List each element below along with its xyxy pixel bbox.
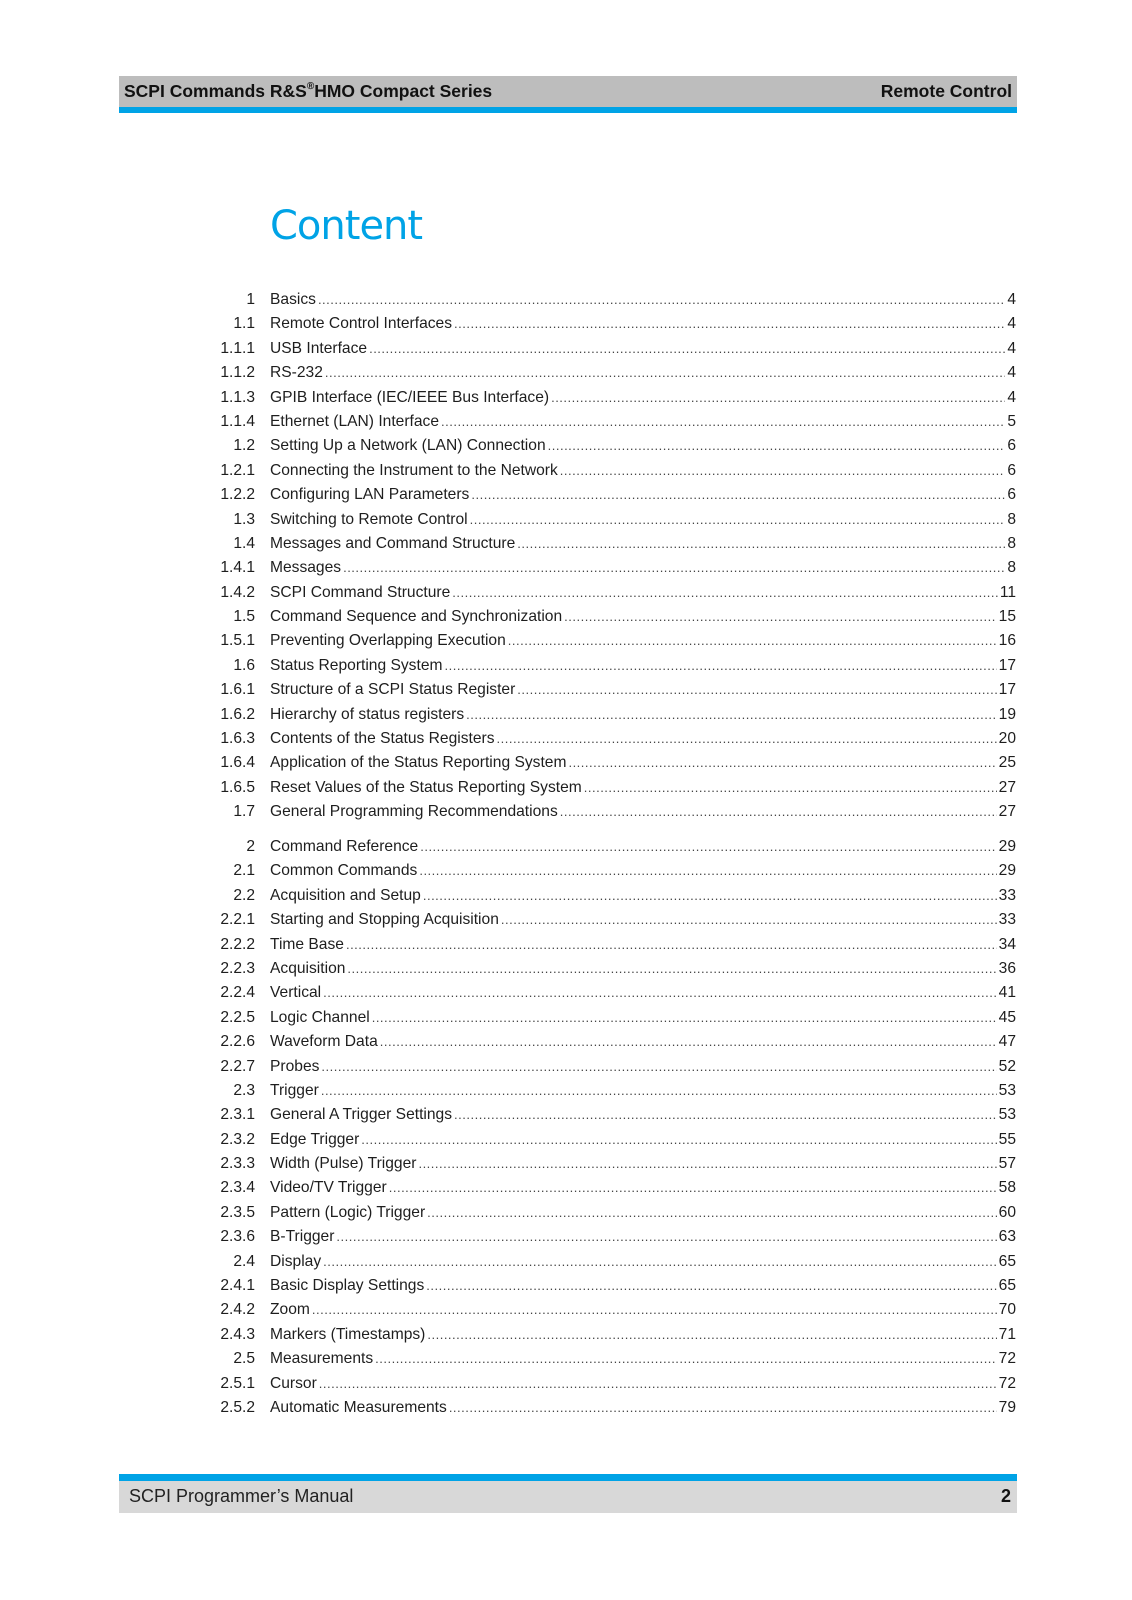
toc-entry[interactable] [190, 1176, 1016, 1200]
toc-entry-label: Connecting the Instrument to the Network [270, 461, 558, 479]
toc-entry-page: 4 [1005, 337, 1016, 361]
toc-entry-leader [270, 288, 1016, 312]
toc-entry-leader [270, 459, 1016, 483]
toc-entry-number: 1.1 [233, 315, 255, 333]
toc-entry-label: Display [270, 1252, 322, 1270]
toc-entry-leader [270, 654, 1016, 678]
toc-entry-page: 65 [997, 1274, 1016, 1298]
toc-entry-number: 2.3.5 [220, 1203, 255, 1221]
toc-entry-number: 1.7 [233, 803, 255, 821]
toc-entry[interactable] [190, 678, 1016, 702]
toc-entry[interactable] [190, 751, 1016, 775]
toc-entry-label: Video/TV Trigger [270, 1179, 387, 1197]
toc-entry-number: 1.2.2 [220, 486, 255, 504]
toc-entry-label: Probes [270, 1057, 320, 1075]
toc-entry[interactable] [190, 1201, 1016, 1225]
toc-entry-page: 6 [1005, 483, 1016, 507]
toc-entry[interactable] [190, 957, 1016, 981]
toc-entry-label: Switching to Remote Control [270, 510, 468, 528]
toc-entry-number: 1.3 [233, 510, 255, 528]
toc-entry-label: Automatic Measurements [270, 1398, 447, 1416]
toc-entry-leader [270, 835, 1016, 859]
toc-entry-page: 65 [997, 1250, 1016, 1274]
toc-entry[interactable] [190, 1152, 1016, 1176]
toc-entry-label: Setting Up a Network (LAN) Connection [270, 437, 546, 455]
toc-entry-page: 33 [997, 908, 1016, 932]
toc-entry-number: 1 [246, 291, 255, 308]
toc-entry-leader [270, 1079, 1016, 1103]
toc-entry-number: 1.6.2 [220, 705, 255, 723]
toc-entry[interactable] [190, 605, 1016, 629]
toc-entry[interactable] [190, 1103, 1016, 1127]
toc-entry-label: Configuring LAN Parameters [270, 486, 470, 504]
toc-entry-page: 17 [997, 678, 1016, 702]
toc-entry-page: 8 [1005, 508, 1016, 532]
toc-entry[interactable] [190, 459, 1016, 483]
toc-entry-leader [270, 629, 1016, 653]
toc-entry-label: Acquisition and Setup [270, 886, 421, 904]
toc-entry-page: 4 [1005, 288, 1016, 312]
toc-entry-label: USB Interface [270, 339, 368, 357]
toc-entry[interactable] [190, 629, 1016, 653]
toc-entry-leader [270, 1201, 1016, 1225]
toc-entry-number: 2 [246, 838, 255, 855]
toc-entry-label: RS-232 [270, 364, 323, 382]
toc-entry-label: Common Commands [270, 862, 418, 880]
toc-entry-page: 45 [997, 1006, 1016, 1030]
toc-entry-number: 1.6 [233, 656, 255, 674]
toc-entry-number: 2.5 [233, 1350, 255, 1368]
toc-entry-number: 1.4.1 [220, 559, 255, 577]
toc-entry-leader [270, 751, 1016, 775]
toc-entry-page: 63 [997, 1225, 1016, 1249]
toc-entry-leader [270, 1103, 1016, 1127]
toc-entry-number: 2.3.6 [220, 1228, 255, 1246]
toc-entry-label: SCPI Command Structure [270, 583, 451, 601]
toc-entry-number: 1.2 [233, 437, 255, 455]
toc-entry[interactable] [190, 800, 1016, 824]
toc-entry-leader [270, 1176, 1016, 1200]
toc-entry-page: 15 [997, 605, 1016, 629]
toc-entry-leader [270, 957, 1016, 981]
toc-entry-label: Cursor [270, 1374, 317, 1392]
toc-entry-page: 11 [998, 581, 1016, 605]
toc-entry[interactable] [190, 1225, 1016, 1249]
toc-entry-page: 20 [997, 727, 1016, 751]
toc-entry-leader [270, 434, 1016, 458]
toc-entry[interactable] [190, 386, 1016, 410]
toc-entry-leader [270, 1006, 1016, 1030]
toc-entry-number: 2.3 [233, 1081, 255, 1099]
toc-entry-label: Time Base [270, 935, 344, 953]
toc-entry[interactable] [190, 556, 1016, 580]
toc-entry-page: 79 [997, 1396, 1016, 1420]
toc-entry-leader [270, 1250, 1016, 1274]
toc-entry-leader [270, 410, 1016, 434]
toc-entry-number: 2.4.1 [220, 1277, 255, 1295]
toc-entry-leader [270, 605, 1016, 629]
toc-entry-page: 16 [997, 629, 1016, 653]
toc-entry-leader [270, 776, 1016, 800]
toc-entry-label: Command Sequence and Synchronization [270, 608, 563, 626]
toc-entry-number: 1.6.5 [220, 778, 255, 796]
toc-entry-leader [270, 1152, 1016, 1176]
toc-entry-label: Structure of a SCPI Status Register [270, 681, 516, 699]
toc-entry-page: 52 [997, 1055, 1016, 1079]
page-title: Content [270, 203, 423, 249]
toc-entry-number: 2.2 [233, 886, 255, 904]
toc-entry-page: 6 [1005, 459, 1016, 483]
toc-entry-page: 72 [997, 1347, 1016, 1371]
toc-entry-leader [270, 312, 1016, 336]
toc-entry-label: Contents of the Status Registers [270, 730, 495, 748]
toc-entry-page: 27 [997, 800, 1016, 824]
toc-entry-label: Basic Display Settings [270, 1277, 425, 1295]
page-header [119, 76, 1017, 113]
toc-entry-number: 2.3.2 [220, 1130, 255, 1148]
toc-entry-label: Pattern (Logic) Trigger [270, 1203, 426, 1221]
toc-entry[interactable] [190, 1323, 1016, 1347]
toc-entry-number: 2.4.2 [220, 1301, 255, 1319]
toc-entry-page: 57 [997, 1152, 1016, 1176]
toc-entry[interactable] [190, 884, 1016, 908]
toc-entry[interactable] [190, 483, 1016, 507]
toc-entry-page: 4 [1005, 386, 1016, 410]
toc-entry[interactable] [190, 703, 1016, 727]
toc-entry-label: Measurements [270, 1350, 374, 1368]
toc-entry-page: 58 [997, 1176, 1016, 1200]
toc-entry-leader [270, 933, 1016, 957]
toc-entry-label: Logic Channel [270, 1008, 370, 1026]
toc-entry-leader [270, 361, 1016, 385]
toc-entry-page: 53 [997, 1103, 1016, 1127]
toc-entry-label: General Programming Recommendations [270, 803, 558, 821]
toc-entry-page: 4 [1005, 312, 1016, 336]
toc-entry-leader [270, 1274, 1016, 1298]
toc-entry-number: 2.2.2 [220, 935, 255, 953]
toc-entry-page: 29 [997, 859, 1016, 883]
toc-entry[interactable] [190, 1055, 1016, 1079]
toc-section-2 [190, 835, 1016, 1420]
toc-entry-label: Command Reference [270, 838, 419, 855]
toc-entry-leader [270, 800, 1016, 824]
toc-entry-label: Width (Pulse) Trigger [270, 1155, 417, 1173]
toc-entry-label: Vertical [270, 984, 322, 1002]
toc-entry-number: 1.6.4 [220, 754, 255, 772]
toc-entry[interactable] [190, 532, 1016, 556]
toc-entry-label: General A Trigger Settings [270, 1106, 453, 1124]
toc-entry-number: 1.4.2 [220, 583, 255, 601]
footer-page-number: 2 [1000, 1486, 1011, 1506]
toc-entry[interactable] [190, 410, 1016, 434]
header-section: Remote Control [880, 81, 1012, 101]
toc-entry-leader [270, 703, 1016, 727]
toc-entry-number: 1.4 [233, 534, 255, 552]
toc-entry-page: 27 [997, 776, 1016, 800]
toc-entry[interactable] [190, 1030, 1016, 1054]
toc-entry-leader [270, 1372, 1016, 1396]
footer-manual-name: SCPI Programmer’s Manual [129, 1486, 354, 1506]
toc-entry[interactable] [190, 727, 1016, 751]
toc-entry-number: 2.2.7 [220, 1057, 255, 1075]
toc-entry-number: 1.6.1 [220, 681, 255, 699]
toc-entry[interactable] [190, 508, 1016, 532]
toc-entry-leader [270, 981, 1016, 1005]
toc-entry-number: 2.5.2 [220, 1398, 255, 1416]
toc-entry-page: 71 [997, 1323, 1016, 1347]
toc-entry[interactable] [190, 361, 1016, 385]
toc-entry-page: 47 [997, 1030, 1016, 1054]
toc-entry-page: 41 [997, 981, 1016, 1005]
toc-entry-leader [270, 337, 1016, 361]
toc-section-1 [190, 288, 1016, 825]
toc-entry-label: Ethernet (LAN) Interface [270, 412, 440, 430]
toc-entry[interactable] [190, 654, 1016, 678]
toc-entry[interactable] [190, 1298, 1016, 1322]
registered-mark: ® [306, 81, 315, 93]
toc-entry-leader [270, 581, 1016, 605]
toc-entry-number: 2.1 [233, 862, 255, 880]
toc-entry-label: Trigger [270, 1081, 319, 1099]
toc-entry-label: Status Reporting System [270, 656, 443, 674]
toc-entry-page: 34 [997, 933, 1016, 957]
toc-entry-number: 2.3.1 [220, 1106, 255, 1124]
toc-entry-leader [270, 859, 1016, 883]
toc-entry-page: 29 [997, 835, 1016, 859]
toc-entry-page: 33 [997, 884, 1016, 908]
toc-entry[interactable] [190, 908, 1016, 932]
toc-entry-number: 2.3.3 [220, 1155, 255, 1173]
toc-entry-leader [270, 1298, 1016, 1322]
toc-entry[interactable] [190, 1006, 1016, 1030]
toc-entry-label: Reset Values of the Status Reporting System [270, 778, 582, 796]
toc-entry[interactable] [190, 434, 1016, 458]
toc-entry[interactable] [190, 1372, 1016, 1396]
toc-entry[interactable] [190, 859, 1016, 883]
toc-entry-number: 2.4.3 [220, 1325, 255, 1343]
toc-entry-label: GPIB Interface (IEC/IEEE Bus Interface) [270, 388, 550, 406]
toc-entry[interactable] [190, 1079, 1016, 1103]
toc-entry-page: 8 [1005, 532, 1016, 556]
toc-entry[interactable] [190, 288, 1016, 312]
toc-entry-page: 36 [997, 957, 1016, 981]
toc-entry-leader [270, 1055, 1016, 1079]
toc-entry-number: 2.2.4 [220, 984, 255, 1002]
toc-entry-number: 2.3.4 [220, 1179, 255, 1197]
toc-entry-page: 72 [997, 1372, 1016, 1396]
toc-entry[interactable] [190, 312, 1016, 336]
toc-entry[interactable] [190, 835, 1016, 859]
toc-entry-label: Hierarchy of status registers [270, 705, 465, 723]
toc-entry-page: 8 [1005, 556, 1016, 580]
toc-entry-page: 17 [997, 654, 1016, 678]
toc-entry-label: Application of the Status Reporting System [270, 754, 567, 772]
toc-entry-label: B-Trigger [270, 1228, 335, 1246]
toc-entry-label: Remote Control Interfaces [270, 315, 453, 333]
toc-entry-number: 1.1.4 [220, 412, 255, 430]
toc-entry-page: 70 [997, 1298, 1016, 1322]
toc-entry-number: 1.1.1 [220, 339, 255, 357]
header-title [124, 81, 492, 102]
toc-entry[interactable] [190, 1128, 1016, 1152]
toc-entry-number: 2.5.1 [220, 1374, 255, 1392]
toc-entry-page: 6 [1005, 434, 1016, 458]
toc-entry-number: 1.5 [233, 608, 255, 626]
toc-entry-leader [270, 532, 1016, 556]
toc-entry[interactable] [190, 337, 1016, 361]
toc-entry-number: 2.2.6 [220, 1033, 255, 1051]
toc-entry-label: Markers (Timestamps) [270, 1325, 426, 1343]
toc-entry[interactable] [190, 1347, 1016, 1371]
toc-entry-page: 4 [1005, 361, 1016, 385]
toc-entry-label: Edge Trigger [270, 1130, 360, 1148]
toc-entry-leader [270, 908, 1016, 932]
toc-entry-leader [270, 483, 1016, 507]
toc-entry-label: Basics [270, 291, 316, 308]
toc-entry-label: Preventing Overlapping Execution [270, 632, 506, 650]
toc-entry[interactable] [190, 776, 1016, 800]
toc-entry-number: 1.6.3 [220, 730, 255, 748]
toc-entry-page: 25 [997, 751, 1016, 775]
toc-entry-page: 53 [997, 1079, 1016, 1103]
header-title-prefix: SCPI Commands R&S [124, 81, 307, 101]
toc-entry-number: 2.4 [233, 1252, 255, 1270]
toc-entry[interactable] [190, 1396, 1016, 1420]
toc-entry-label: Waveform Data [270, 1033, 378, 1051]
toc-entry-label: Messages and Command Structure [270, 534, 516, 552]
toc-entry[interactable] [190, 1274, 1016, 1298]
toc-entry[interactable] [190, 981, 1016, 1005]
toc-entry-label: Messages [270, 559, 342, 577]
toc-entry-number: 1.2.1 [220, 461, 255, 479]
toc-entry-number: 2.2.3 [220, 959, 255, 977]
toc-entry-leader [270, 1030, 1016, 1054]
toc-entry-label: Starting and Stopping Acquisition [270, 911, 499, 929]
toc-entry-leader [270, 1323, 1016, 1347]
toc-entry-page: 19 [997, 703, 1016, 727]
toc-entry-page: 5 [1005, 410, 1016, 434]
toc-entry-number: 2.2.1 [220, 911, 255, 929]
toc-entry-label: Acquisition [270, 959, 346, 977]
toc-entry-number: 1.5.1 [220, 632, 255, 650]
toc-entry[interactable] [190, 1250, 1016, 1274]
toc-entry-leader [270, 1225, 1016, 1249]
toc-entry-leader [270, 508, 1016, 532]
toc-entry-leader [270, 1347, 1016, 1371]
toc-entry-leader [270, 556, 1016, 580]
toc-entry-leader [270, 678, 1016, 702]
toc-entry-page: 60 [997, 1201, 1016, 1225]
toc-entry-leader [270, 386, 1016, 410]
toc-entry-leader [270, 1128, 1016, 1152]
header-title-suffix: HMO Compact Series [314, 81, 493, 101]
toc-entry-number: 1.1.2 [220, 364, 255, 382]
toc-entry[interactable] [190, 581, 1016, 605]
toc-entry-leader [270, 884, 1016, 908]
toc-entry-label: Zoom [270, 1301, 310, 1319]
toc-entry-page: 55 [997, 1128, 1016, 1152]
toc-entry-leader [270, 727, 1016, 751]
page-footer [119, 1474, 1017, 1513]
toc-entry-number: 1.1.3 [220, 388, 255, 406]
toc-entry-number: 2.2.5 [220, 1008, 255, 1026]
toc-entry[interactable] [190, 933, 1016, 957]
toc-entry-leader [270, 1396, 1016, 1420]
